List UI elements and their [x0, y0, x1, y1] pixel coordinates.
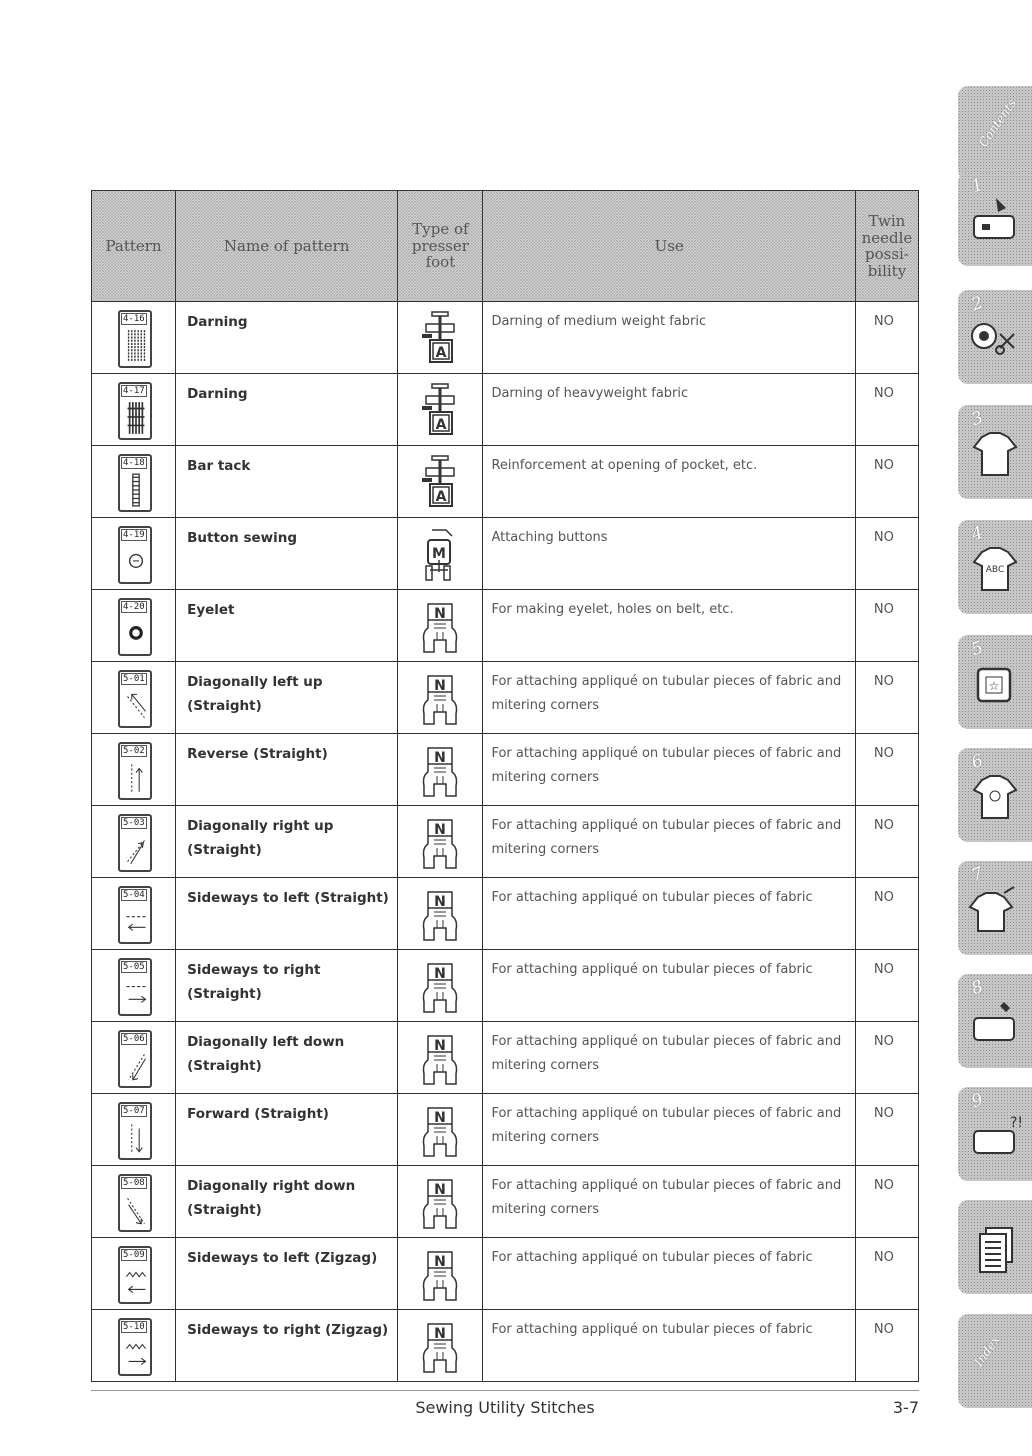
- page-number: 3-7: [892, 1398, 919, 1417]
- twin-cell: [855, 590, 918, 662]
- header-foot: Type of presser foot: [398, 191, 483, 302]
- twin-needle-value: NO: [873, 818, 894, 833]
- presser-foot-n-icon: [420, 742, 460, 802]
- side-tab[interactable]: [958, 1087, 1032, 1181]
- twin-cell: [855, 446, 918, 518]
- pattern-name: Sideways to right (Straight): [187, 962, 321, 1002]
- presser-foot-n-icon: [420, 958, 460, 1018]
- presser-foot-n-icon: [420, 1030, 460, 1090]
- use-cell: [483, 590, 855, 662]
- pattern-use: For attaching appliqué on tubular pieces of fabric: [491, 962, 813, 977]
- pattern-cell: [92, 1166, 176, 1238]
- svg-text:N: N: [434, 822, 447, 838]
- pattern-cell: [92, 1094, 176, 1166]
- pattern-name: Darning: [187, 386, 248, 402]
- pattern-name: Diagonally right down (Straight): [187, 1178, 356, 1218]
- pattern-code: 5-03: [123, 818, 145, 828]
- presser-foot-a-icon: [420, 310, 460, 370]
- foot-cell: [398, 302, 483, 374]
- button-icon: [124, 544, 148, 580]
- stitch-pattern-button: [118, 454, 152, 512]
- pattern-name: Sideways to left (Zigzag): [187, 1250, 378, 1266]
- twin-cell: [855, 878, 918, 950]
- arrow-down-icon: [124, 1120, 148, 1156]
- svg-text:N: N: [434, 606, 447, 622]
- svg-text:A: A: [435, 489, 447, 505]
- table-row: [92, 1094, 919, 1166]
- pattern-cell: [92, 302, 176, 374]
- embroidery-frame-tab-icon: [966, 657, 1024, 715]
- pattern-use: Darning of heavyweight fabric: [491, 386, 689, 401]
- presser-foot-n-icon: [420, 1102, 460, 1162]
- twin-cell: [855, 806, 918, 878]
- use-cell: [483, 734, 855, 806]
- pattern-use: For attaching appliqué on tubular pieces of fabric: [491, 1322, 813, 1337]
- side-tab-label: 8: [968, 976, 986, 1000]
- svg-text:N: N: [434, 1254, 447, 1270]
- presser-foot-n-icon: [420, 598, 460, 658]
- side-tab[interactable]: [958, 520, 1032, 614]
- pattern-code: 4-17: [123, 386, 145, 396]
- stitch-pattern-button: [118, 310, 152, 368]
- darning-dense-icon: [124, 328, 148, 364]
- pattern-name: Button sewing: [187, 530, 298, 546]
- arrow-down-right-icon: [124, 1192, 148, 1228]
- stitch-pattern-button: [118, 814, 152, 872]
- twin-cell: [855, 302, 918, 374]
- twin-cell: [855, 950, 918, 1022]
- name-cell: [176, 1166, 398, 1238]
- foot-cell: [398, 662, 483, 734]
- arrow-left-icon: [124, 904, 148, 940]
- table-row: [92, 1022, 919, 1094]
- header-use: Use: [483, 191, 855, 302]
- twin-needle-value: NO: [873, 1106, 894, 1121]
- name-cell: [176, 806, 398, 878]
- foot-cell: [398, 590, 483, 662]
- side-tab[interactable]: [958, 635, 1032, 729]
- use-cell: [483, 1166, 855, 1238]
- pattern-code: 5-01: [123, 674, 145, 684]
- presser-foot-n-icon: [420, 886, 460, 946]
- foot-cell: [398, 806, 483, 878]
- presser-foot-n-icon: [420, 1318, 460, 1378]
- arrow-down-left-icon: [124, 1048, 148, 1084]
- stitch-pattern-button: [118, 1246, 152, 1304]
- name-cell: [176, 374, 398, 446]
- stitch-pattern-button: [118, 526, 152, 584]
- side-tab[interactable]: [958, 1200, 1032, 1294]
- foot-cell: [398, 878, 483, 950]
- use-cell: [483, 1238, 855, 1310]
- arrow-up-right-icon: [124, 832, 148, 868]
- presser-foot-a-icon: [420, 382, 460, 442]
- presser-foot-n-icon: [420, 670, 460, 730]
- pattern-use: For attaching appliqué on tubular pieces of fabric and mitering corners: [491, 674, 842, 713]
- twin-needle-value: NO: [873, 530, 894, 545]
- pattern-name: Eyelet: [187, 602, 235, 618]
- pattern-use: For attaching appliqué on tubular pieces of fabric and mitering corners: [491, 818, 842, 857]
- twin-needle-value: NO: [873, 1250, 894, 1265]
- side-tab-label: 5: [968, 637, 986, 661]
- table-row: [92, 950, 919, 1022]
- use-cell: [483, 518, 855, 590]
- svg-text:N: N: [434, 678, 447, 694]
- side-tab-label: Contents: [975, 96, 1019, 150]
- header-pattern: Pattern: [92, 191, 176, 302]
- pattern-cell: [92, 806, 176, 878]
- table-header-row: [92, 191, 919, 302]
- use-cell: [483, 1094, 855, 1166]
- svg-text:ABC: ABC: [985, 565, 1005, 575]
- pattern-use: For attaching appliqué on tubular pieces of fabric: [491, 890, 813, 905]
- pattern-use: Darning of medium weight fabric: [491, 314, 707, 329]
- foot-cell: [398, 374, 483, 446]
- side-tab-label: Index: [971, 1333, 1003, 1369]
- use-cell: [483, 950, 855, 1022]
- side-tab-label: 2: [968, 292, 986, 316]
- table-row: [92, 878, 919, 950]
- table-row: [92, 734, 919, 806]
- name-cell: [176, 662, 398, 734]
- footer-title: Sewing Utility Stitches: [415, 1398, 595, 1417]
- side-tab[interactable]: [958, 974, 1032, 1068]
- twin-needle-value: NO: [873, 674, 894, 689]
- stitch-pattern-button: [118, 886, 152, 944]
- presser-foot-a-icon: [420, 454, 460, 514]
- twin-needle-value: NO: [873, 962, 894, 977]
- pattern-code: 4-16: [123, 314, 145, 324]
- table-row: [92, 1238, 919, 1310]
- zigzag-right-icon: [124, 1336, 148, 1372]
- use-cell: [483, 806, 855, 878]
- name-cell: [176, 1094, 398, 1166]
- side-tab[interactable]: [958, 861, 1032, 955]
- use-cell: [483, 374, 855, 446]
- twin-needle-value: NO: [873, 1178, 894, 1193]
- table-row: [92, 662, 919, 734]
- side-tab-label: 9: [968, 1089, 986, 1113]
- name-cell: [176, 1310, 398, 1382]
- pattern-name: Diagonally left down (Straight): [187, 1034, 345, 1074]
- pattern-cell: [92, 590, 176, 662]
- pattern-cell: [92, 446, 176, 518]
- twin-needle-value: NO: [873, 314, 894, 329]
- stitch-pattern-button: [118, 1030, 152, 1088]
- side-tab-label: 6: [968, 750, 986, 774]
- arrow-up-icon: [124, 760, 148, 796]
- presser-foot-n-icon: [420, 1246, 460, 1306]
- use-cell: [483, 302, 855, 374]
- foot-cell: [398, 518, 483, 590]
- table-row: [92, 1310, 919, 1382]
- foot-cell: [398, 1094, 483, 1166]
- twin-cell: [855, 662, 918, 734]
- name-cell: [176, 302, 398, 374]
- sewing-machine-tab-icon: [966, 194, 1024, 252]
- twin-cell: [855, 374, 918, 446]
- table-row: [92, 302, 919, 374]
- name-cell: [176, 950, 398, 1022]
- pattern-cell: [92, 878, 176, 950]
- name-cell: [176, 446, 398, 518]
- name-cell: [176, 590, 398, 662]
- use-cell: [483, 1310, 855, 1382]
- side-tab[interactable]: [958, 172, 1032, 266]
- svg-text:N: N: [434, 966, 447, 982]
- foot-cell: [398, 950, 483, 1022]
- pattern-use: For attaching appliqué on tubular pieces of fabric: [491, 1250, 813, 1265]
- twin-cell: [855, 1238, 918, 1310]
- eyelet-icon: [124, 616, 148, 652]
- svg-text:N: N: [434, 1110, 447, 1126]
- svg-text:N: N: [434, 1038, 447, 1054]
- footer-divider: [91, 1390, 919, 1391]
- pattern-name: Diagonally left up (Straight): [187, 674, 323, 714]
- pattern-cell: [92, 950, 176, 1022]
- contents-tab-icon: [966, 108, 1024, 166]
- pattern-use: For attaching appliqué on tubular pieces of fabric and mitering corners: [491, 1034, 842, 1073]
- use-cell: [483, 1022, 855, 1094]
- twin-needle-value: NO: [873, 746, 894, 761]
- table-row: [92, 806, 919, 878]
- svg-text:?!: ?!: [1010, 1115, 1024, 1131]
- side-tab-label: 4: [968, 522, 986, 546]
- pattern-use: For attaching appliqué on tubular pieces of fabric and mitering corners: [491, 1106, 842, 1145]
- twin-cell: [855, 1310, 918, 1382]
- pattern-code: 5-08: [123, 1178, 145, 1188]
- twin-cell: [855, 1094, 918, 1166]
- pattern-name: Reverse (Straight): [187, 746, 328, 762]
- machine-care-tab-icon: [966, 996, 1024, 1054]
- svg-text:N: N: [434, 1326, 447, 1342]
- twin-needle-value: NO: [873, 602, 894, 617]
- pattern-code: 5-09: [123, 1250, 145, 1260]
- side-tab-label: 3: [968, 407, 986, 431]
- name-cell: [176, 1022, 398, 1094]
- stitch-pattern-button: [118, 670, 152, 728]
- pattern-code: 5-04: [123, 890, 145, 900]
- foot-cell: [398, 1238, 483, 1310]
- pattern-cell: [92, 662, 176, 734]
- pattern-cell: [92, 374, 176, 446]
- table-row: [92, 446, 919, 518]
- side-tab[interactable]: [958, 1314, 1032, 1408]
- pattern-name: Sideways to right (Zigzag): [187, 1322, 389, 1338]
- table-row: [92, 374, 919, 446]
- name-cell: [176, 734, 398, 806]
- stitch-pattern-button: [118, 958, 152, 1016]
- pattern-cell: [92, 1022, 176, 1094]
- pattern-code: 5-10: [123, 1322, 145, 1332]
- pattern-cell: [92, 734, 176, 806]
- header-twin: Twin needle possi- bility: [855, 191, 918, 302]
- pattern-code: 4-19: [123, 530, 145, 540]
- presser-foot-n-icon: [420, 814, 460, 874]
- pattern-name: Diagonally right up (Straight): [187, 818, 334, 858]
- pattern-use: Reinforcement at opening of pocket, etc.: [491, 458, 758, 473]
- pattern-code: 4-20: [123, 602, 145, 612]
- presser-foot-n-icon: [420, 1174, 460, 1234]
- svg-text:N: N: [434, 750, 447, 766]
- use-cell: [483, 878, 855, 950]
- name-cell: [176, 518, 398, 590]
- header-name: Name of pattern: [176, 191, 398, 302]
- svg-text:N: N: [434, 894, 447, 910]
- side-tab[interactable]: [958, 405, 1032, 499]
- twin-needle-value: NO: [873, 386, 894, 401]
- table-row: [92, 1166, 919, 1238]
- twin-cell: [855, 1166, 918, 1238]
- use-cell: [483, 662, 855, 734]
- name-cell: [176, 1238, 398, 1310]
- bar-tack-icon: [124, 472, 148, 508]
- twin-cell: [855, 1022, 918, 1094]
- pattern-name: Bar tack: [187, 458, 251, 474]
- side-tab[interactable]: [958, 86, 1032, 180]
- arrow-right-icon: [124, 976, 148, 1012]
- foot-cell: [398, 1022, 483, 1094]
- foot-cell: [398, 1166, 483, 1238]
- stitch-table: [91, 190, 919, 1382]
- presser-foot-m-icon: [420, 526, 460, 586]
- twin-cell: [855, 518, 918, 590]
- edit-shirt-tab-icon: [966, 883, 1024, 941]
- table-row: [92, 518, 919, 590]
- foot-cell: [398, 734, 483, 806]
- table-row: [92, 590, 919, 662]
- foot-cell: [398, 446, 483, 518]
- svg-text:N: N: [434, 1182, 447, 1198]
- pattern-cell: [92, 1310, 176, 1382]
- zigzag-left-icon: [124, 1264, 148, 1300]
- foot-cell: [398, 1310, 483, 1382]
- pattern-code: 5-07: [123, 1106, 145, 1116]
- pattern-name: Sideways to left (Straight): [187, 890, 389, 906]
- twin-needle-value: NO: [873, 890, 894, 905]
- abc-shirt-tab-icon: [966, 542, 1024, 600]
- svg-text:A: A: [435, 417, 447, 433]
- pattern-cell: [92, 518, 176, 590]
- arrow-up-left-icon: [124, 688, 148, 724]
- svg-text:M: M: [432, 546, 447, 562]
- stitch-pattern-button: [118, 1102, 152, 1160]
- pattern-use: For making eyelet, holes on belt, etc.: [491, 602, 734, 617]
- side-tab[interactable]: [958, 290, 1032, 384]
- documents-tab-icon: [966, 1222, 1024, 1280]
- design-shirt-tab-icon: [966, 770, 1024, 828]
- darning-heavy-icon: [124, 400, 148, 436]
- pattern-use: Attaching buttons: [491, 530, 608, 545]
- twin-needle-value: NO: [873, 1322, 894, 1337]
- side-tab-label: 1: [968, 174, 986, 198]
- threads-scissors-tab-icon: [966, 312, 1024, 370]
- pattern-code: 5-05: [123, 962, 145, 972]
- side-tab[interactable]: [958, 748, 1032, 842]
- shirt-tab-icon: [966, 427, 1024, 485]
- index-tab-icon: [966, 1336, 1024, 1394]
- svg-text:A: A: [435, 345, 447, 361]
- stitch-pattern-button: [118, 742, 152, 800]
- svg-text:☆: ☆: [988, 679, 1000, 693]
- twin-cell: [855, 734, 918, 806]
- stitch-pattern-button: [118, 382, 152, 440]
- name-cell: [176, 878, 398, 950]
- pattern-code: 5-06: [123, 1034, 145, 1044]
- pattern-name: Darning: [187, 314, 248, 330]
- twin-needle-value: NO: [873, 458, 894, 473]
- pattern-cell: [92, 1238, 176, 1310]
- troubleshoot-tab-icon: [966, 1109, 1024, 1167]
- use-cell: [483, 446, 855, 518]
- pattern-code: 4-18: [123, 458, 145, 468]
- twin-needle-value: NO: [873, 1034, 894, 1049]
- pattern-name: Forward (Straight): [187, 1106, 329, 1122]
- pattern-use: For attaching appliqué on tubular pieces of fabric and mitering corners: [491, 1178, 842, 1217]
- pattern-code: 5-02: [123, 746, 145, 756]
- stitch-pattern-button: [118, 598, 152, 656]
- stitch-pattern-button: [118, 1318, 152, 1376]
- side-tab-label: 7: [968, 863, 986, 887]
- pattern-use: For attaching appliqué on tubular pieces of fabric and mitering corners: [491, 746, 842, 785]
- stitch-pattern-button: [118, 1174, 152, 1232]
